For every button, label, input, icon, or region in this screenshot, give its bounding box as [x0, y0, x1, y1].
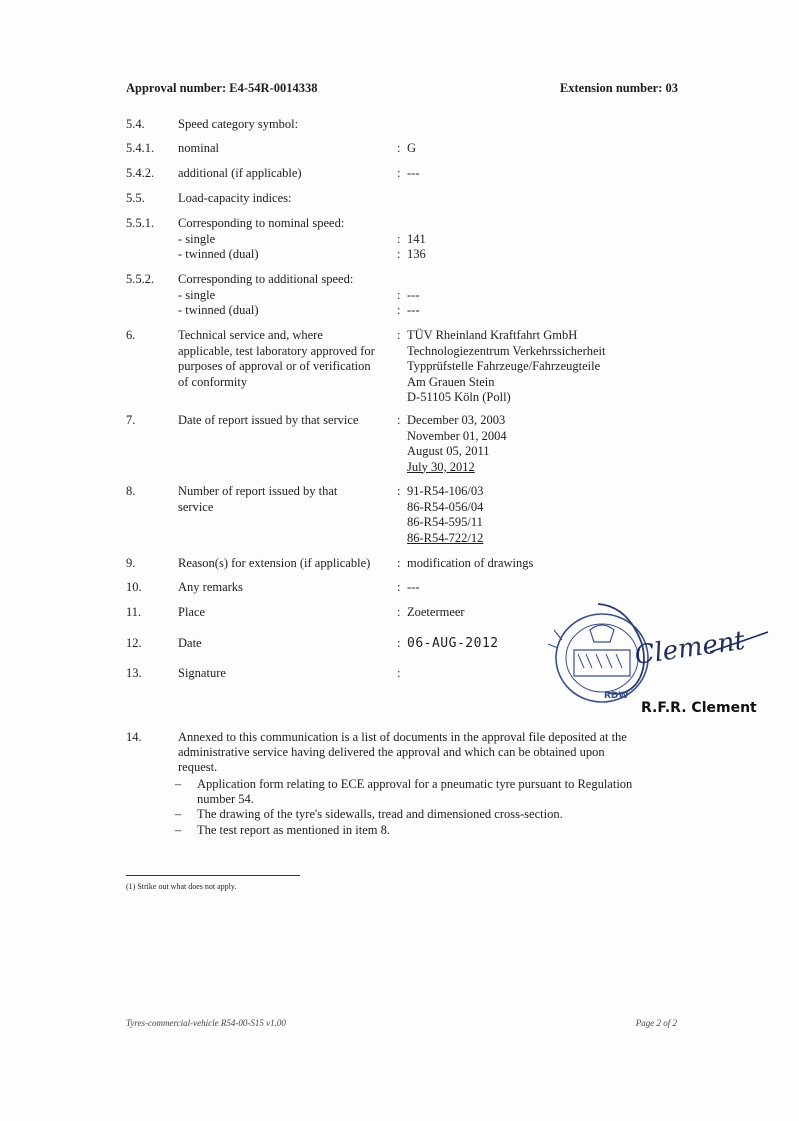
bullet-dash: –: [175, 777, 182, 791]
value-line: December 03, 2003: [407, 413, 506, 427]
item-value: [407, 484, 667, 546]
item-value: [407, 413, 667, 475]
stamp-inner-ring: [566, 624, 638, 692]
item-number: 14.: [126, 730, 142, 744]
value-line: 91-R54-106/03: [407, 484, 484, 498]
item-colon: :: [397, 166, 401, 180]
item-number: 5.4.2.: [126, 166, 155, 180]
footnote: (1) Strike out what does not apply.: [126, 882, 237, 891]
item-value: modification of drawings: [407, 556, 534, 570]
item-number: 9.: [126, 556, 136, 570]
bullet-text: [197, 823, 667, 838]
value-line: TÜV Rheinland Kraftfahrt GmbH: [407, 328, 578, 342]
item-number: 5.5.: [126, 191, 145, 205]
item-colon: :: [397, 232, 401, 246]
item-value: 141: [407, 232, 426, 246]
value-line: 86-R54-056/04: [407, 499, 484, 514]
item-value: ---: [407, 303, 420, 317]
item-sublabel: - single: [178, 232, 216, 246]
value-line: 86-R54-722/12: [407, 530, 484, 545]
text-line: The test report as mentioned in item 8.: [197, 823, 391, 837]
item-colon: :: [397, 288, 401, 302]
item-number: 5.4.: [126, 117, 145, 131]
item-colon: :: [397, 141, 401, 155]
extension-number: Extension number: 03: [559, 81, 678, 95]
bullet-dash: –: [175, 823, 182, 837]
item-number: 10.: [126, 580, 142, 594]
item-colon: :: [397, 247, 401, 261]
item-number: 5.5.2.: [126, 272, 155, 286]
item-value: Zoetermeer: [407, 605, 465, 619]
item-colon: :: [397, 556, 401, 570]
item-number: 13.: [126, 666, 142, 680]
text-line: administrative service having delivered the approval and which can be obtained upon: [178, 745, 605, 759]
stamp-crown: [590, 625, 614, 642]
item-label: Place: [178, 605, 206, 619]
bullet-text: [197, 807, 667, 822]
item-value: [407, 328, 667, 406]
item-number: 6.: [126, 328, 136, 342]
label-line: service: [178, 499, 214, 514]
value-line: Technologiezentrum Verkehrssicherheit: [407, 343, 606, 358]
value-line: November 01, 2004: [407, 428, 507, 443]
label-line: Technical service and, where: [178, 328, 323, 342]
label-line: Number of report issued by that: [178, 484, 338, 498]
value-line: Typprüfstelle Fahrzeuge/Fahrzeugteile: [407, 359, 601, 373]
value-line: August 05, 2011: [407, 444, 490, 458]
item-number: 7.: [126, 413, 136, 427]
text-line: Annexed to this communication is a list of documents in the approval file deposited at the: [178, 730, 627, 744]
bullet-text: [197, 777, 667, 807]
item-label: Date: [178, 636, 202, 650]
item-sublabel: - twinned (dual): [178, 303, 259, 317]
text-line: request.: [178, 760, 218, 774]
item-number: 8.: [126, 484, 136, 498]
label-line: of conformity: [178, 374, 248, 389]
item-sublabel: - twinned (dual): [178, 247, 259, 261]
stamp-crest-detail: [578, 654, 622, 668]
signatory-name: R.F.R. Clement: [641, 700, 757, 716]
item-14-text: [178, 730, 668, 775]
item-number: 5.5.1.: [126, 216, 155, 230]
item-value: ---: [407, 288, 420, 302]
label-line: purposes of approval or of verification: [178, 359, 371, 373]
text-line: Application form relating to ECE approval for a pneumatic tyre pursuant to Regulation: [197, 777, 633, 791]
item-label: Any remarks: [178, 580, 243, 594]
item-colon: :: [397, 636, 401, 650]
item-value: 136: [407, 247, 426, 261]
item-value: ---: [407, 166, 420, 180]
item-colon: :: [397, 666, 401, 680]
value-line: Am Grauen Stein: [407, 374, 495, 389]
rdw-stamp-signature: [540, 600, 775, 712]
footer-page-number: Page 2 of 2: [635, 1018, 677, 1028]
item-colon: :: [397, 605, 401, 619]
text-line: number 54.: [197, 792, 254, 806]
item-label: [178, 484, 393, 515]
item-label: additional (if applicable): [178, 166, 302, 180]
item-label: Date of report issued by that service: [178, 413, 359, 427]
item-number: 12.: [126, 636, 142, 650]
item-value-stamped-date: 06-AUG-2012: [407, 636, 499, 651]
item-label: Signature: [178, 666, 226, 680]
item-label: nominal: [178, 141, 219, 155]
item-sublabel: - single: [178, 288, 216, 302]
item-colon: :: [397, 328, 401, 342]
item-colon: :: [397, 580, 401, 594]
item-colon: :: [397, 303, 401, 317]
item-label: Corresponding to additional speed:: [178, 272, 354, 286]
handwritten-signature: Clement: [632, 625, 747, 671]
item-label: Corresponding to nominal speed:: [178, 216, 345, 230]
value-line: July 30, 2012: [407, 459, 475, 474]
item-number: 11.: [126, 605, 142, 619]
text-line: The drawing of the tyre's sidewalls, tread and dimensioned cross-section.: [197, 807, 563, 821]
footer-document-id: Tyres-commercial-vehicle R54-00-S15 v1.00: [126, 1018, 286, 1028]
label-line: applicable, test laboratory approved for: [178, 343, 375, 358]
item-value: ---: [407, 580, 420, 594]
value-line: D-51105 Köln (Poll): [407, 390, 511, 404]
item-label: Load-capacity indices:: [178, 191, 292, 205]
bullet-dash: –: [175, 807, 182, 821]
footnote-divider: [126, 875, 300, 876]
item-value: G: [407, 141, 417, 155]
value-line: 86-R54-595/11: [407, 515, 483, 529]
item-colon: :: [397, 484, 401, 498]
stamp-label: RDW: [604, 691, 629, 701]
approval-number: Approval number: E4-54R-0014338: [126, 81, 318, 95]
item-label: Reason(s) for extension (if applicable): [178, 556, 371, 570]
item-number: 5.4.1.: [126, 141, 155, 155]
item-colon: :: [397, 413, 401, 427]
item-label: Speed category symbol:: [178, 117, 299, 131]
item-label: [178, 328, 393, 390]
